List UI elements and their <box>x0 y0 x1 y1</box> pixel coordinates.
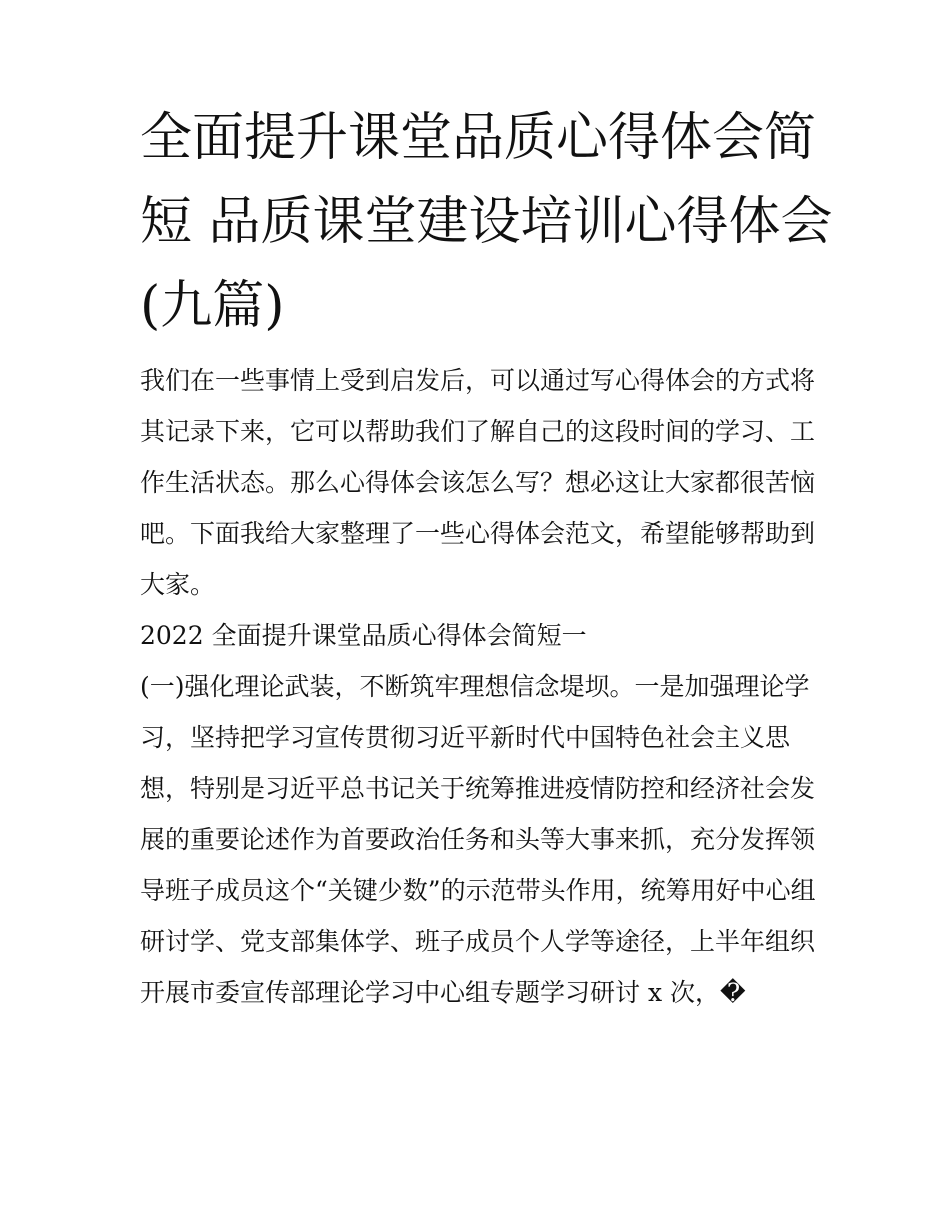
intro-line: 我们在一些事情上受到启发后，可以通过写心得体会的方式将 <box>140 366 816 395</box>
intro-line: 大家。 <box>140 570 216 599</box>
intro-line: 吧。下面我给大家整理了一些心得体会范文，希望能够帮助到 <box>140 519 816 548</box>
title-line: 全面提升课堂品质心得体会简 <box>140 108 817 168</box>
section-line: (一)强化理论武装，不断筑牢理想信念堤坝。一是加强理论学 <box>140 672 810 701</box>
intro-line: 其记录下来，它可以帮助我们了解自己的这段时间的学习、工 <box>140 417 816 446</box>
section-line: 习，坚持把学习宣传贯彻习近平新时代中国特色社会主义思 <box>140 723 791 752</box>
title-line: 短 品质课堂建设培训心得体会 <box>140 192 833 252</box>
section-line: 开展市委宣传部理论学习中心组专题学习研讨 x 次，� <box>140 978 746 1007</box>
section-paragraph <box>140 661 820 1018</box>
section-heading: 2022 全面提升课堂品质心得体会简短一 <box>140 621 587 650</box>
intro-paragraph <box>140 355 820 610</box>
intro-line: 作生活状态。那么心得体会该怎么写？想必这让大家都很苦恼 <box>140 468 816 497</box>
document-title <box>140 108 833 364</box>
title-line: (九篇) <box>140 276 285 336</box>
section-line: 导班子成员这个“关键少数”的示范带头作用，统筹用好中心组 <box>140 876 816 905</box>
section-line: 展的重要论述作为首要政治任务和头等大事来抓，充分发挥领 <box>140 825 816 854</box>
section-line: 想，特别是习近平总书记关于统筹推进疫情防控和经济社会发 <box>140 774 816 803</box>
section-line: 研讨学、党支部集体学、班子成员个人学等途径，上半年组织 <box>140 927 816 956</box>
